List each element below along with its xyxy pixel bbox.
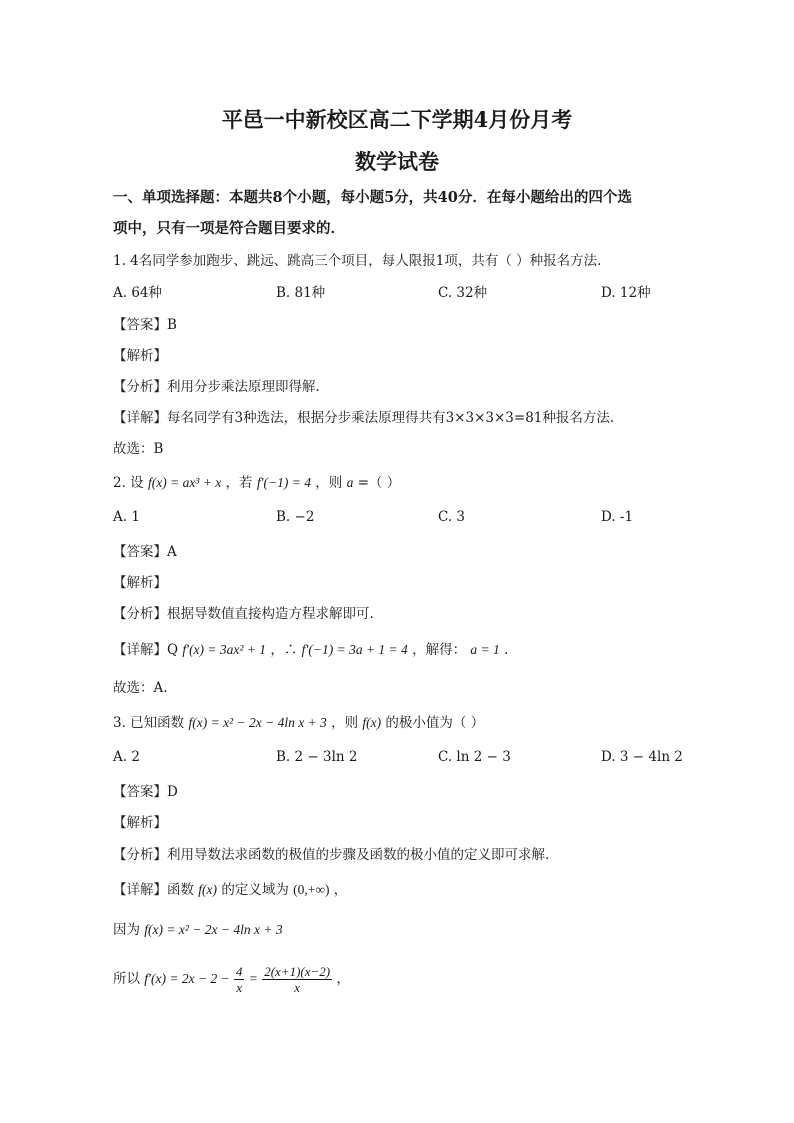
- q2-detail: [113, 638, 508, 658]
- q2-option-d: D. -1: [601, 509, 634, 525]
- q1-option-d: D. 12种: [601, 285, 651, 301]
- q2-stem: [113, 471, 400, 491]
- q1-stem: 1. 4名同学参加跑步、跳远、跳高三个项目，每人限报1项，共有（ ）种报名方法.: [113, 253, 602, 269]
- section-heading-line1: 一、单项选择题：本题共8个小题，每小题5分，共40分．在每小题给出的四个选: [113, 189, 632, 206]
- page-subtitle: 数学试卷: [355, 149, 439, 174]
- q3-fraction-2-numerator: 2(x+1)(x−2): [264, 964, 331, 979]
- q3-detail-end: ，: [333, 882, 348, 898]
- q2-detail-solve: ，解得：: [412, 642, 467, 658]
- q2-conclusion: 故选：A.: [113, 680, 168, 696]
- q3-because-line: [113, 918, 283, 938]
- q3-so-prefix: 所以: [113, 971, 140, 987]
- q3-detail-function: f(x): [198, 882, 218, 897]
- q1-answer: 【答案】B: [113, 317, 177, 333]
- q3-analysis-label: 【解析】: [113, 815, 167, 831]
- q2-variable: a: [346, 475, 354, 490]
- q2-answer: 【答案】A: [113, 544, 177, 560]
- q1-conclusion: 故选：B: [113, 441, 164, 457]
- q3-so-end: ，: [336, 971, 350, 987]
- q2-fenxi: 【分析】根据导数值直接构造方程求解即可.: [113, 606, 374, 622]
- q2-function-expr: f(x) = ax³ + x: [147, 475, 222, 490]
- q3-option-c: C. ln 2 − 3: [438, 749, 511, 765]
- q3-derivative-expr: f′(x) = 2x − 2 −: [144, 971, 230, 986]
- q3-because-prefix: 因为: [113, 922, 140, 938]
- q3-function-expr: f(x) = x² − 2x − 4ln x + 3: [188, 715, 327, 730]
- q2-detail-sep: ，∴: [270, 642, 302, 658]
- q2-condition-expr: f′(−1) = 4: [256, 475, 311, 490]
- q2-stem-suffix: ，则: [315, 475, 343, 491]
- q1-option-a: A. 64种: [113, 285, 163, 301]
- q3-option-b: B. 2 − 3ln 2: [276, 749, 358, 765]
- q1-fenxi: 【分析】利用分步乘法原理即得解.: [113, 379, 320, 395]
- q2-option-c: C. 3: [438, 509, 466, 525]
- q2-detail-end: .: [504, 642, 509, 658]
- section-heading-line2: 项中，只有一项是符合题目要求的．: [113, 220, 345, 237]
- q2-derivative-expr: f′(x) = 3ax² + 1: [182, 642, 267, 657]
- q3-fraction-1-denominator: x: [236, 980, 243, 995]
- q3-detail-prefix: 【详解】函数: [113, 882, 194, 898]
- q3-stem: [113, 711, 484, 731]
- page-title: 平邑一中新校区高二下学期4月份月考: [221, 107, 573, 132]
- q3-fraction-1-numerator: 4: [235, 964, 243, 979]
- q2-stem-mid: ，若: [225, 475, 253, 491]
- q1-option-b: B. 81种: [276, 285, 326, 301]
- q3-fenxi: 【分析】利用导数法求函数的极值的步骤及函数的极小值的定义即可求解.: [113, 847, 550, 863]
- q3-option-a: A. 2: [113, 749, 140, 765]
- q3-so-line: [113, 964, 350, 995]
- q2-equation-expr: f′(−1) = 3a + 1 = 4: [301, 642, 408, 657]
- q1-detail: 【详解】每名同学有3种选法，根据分步乘法原理得共有3×3×3×3=81种报名方法.: [113, 410, 615, 426]
- q3-detail: [113, 878, 347, 898]
- q2-result-expr: a = 1: [470, 642, 500, 657]
- q2-stem-end: =（ ）: [357, 475, 401, 491]
- q3-stem-end: 的极小值为（ ）: [385, 715, 485, 731]
- q1-analysis-label: 【解析】: [113, 348, 167, 364]
- q3-fraction-2-denominator: x: [294, 980, 301, 995]
- q2-detail-prefix: 【详解】Q: [113, 642, 183, 658]
- q2-option-b: B. −2: [276, 509, 315, 525]
- q3-detail-mid: 的定义域为: [221, 882, 289, 898]
- q3-equals-sign: =: [248, 971, 258, 986]
- q3-function-ref: f(x): [362, 715, 382, 730]
- q3-fraction-1: [234, 964, 245, 995]
- q3-because-expr: f(x) = x² − 2x − 4ln x + 3: [144, 922, 283, 937]
- q2-option-a: A. 1: [113, 509, 140, 525]
- q1-option-c: C. 32种: [438, 285, 488, 301]
- q3-answer: 【答案】D: [113, 784, 178, 800]
- q3-stem-prefix: 3. 已知函数: [113, 715, 185, 731]
- q3-option-d: D. 3 − 4ln 2: [601, 749, 683, 765]
- q3-stem-mid: ，则: [331, 715, 359, 731]
- q3-domain-expr: (0,+∞): [293, 882, 330, 897]
- q3-fraction-2: [262, 964, 332, 995]
- q2-stem-prefix: 2. 设: [113, 475, 144, 491]
- q2-analysis-label: 【解析】: [113, 575, 167, 591]
